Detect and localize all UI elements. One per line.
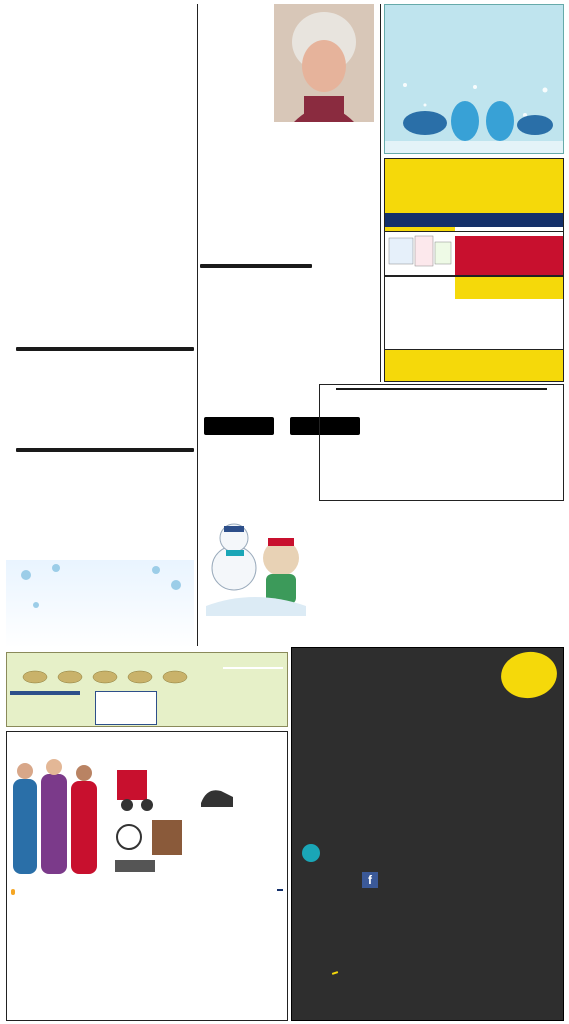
facebook-row[interactable]	[362, 872, 382, 888]
check-it-label	[498, 648, 553, 656]
scrubs-models-icon	[11, 759, 101, 874]
call-for-quotes	[385, 227, 455, 231]
jays-price-list	[223, 667, 283, 669]
blessings-heading	[16, 448, 194, 452]
shopper-topper-badge-1	[204, 417, 274, 435]
visa-badge	[277, 889, 283, 891]
blessings-article	[6, 462, 194, 558]
mastercard-badge	[11, 889, 15, 895]
printing-products-icon	[387, 234, 453, 268]
website-ad-header	[292, 648, 492, 654]
rings-icon	[15, 667, 215, 687]
printing-ad	[384, 158, 564, 382]
out-label	[498, 648, 553, 656]
printing-tagline-bar	[385, 213, 563, 227]
january-illustration	[6, 560, 194, 648]
facebook-icon: f	[362, 872, 378, 888]
january-art	[6, 560, 194, 648]
jays-left-note	[10, 691, 80, 695]
obituary-photo	[274, 4, 374, 122]
website-link-row[interactable]	[302, 844, 326, 862]
winter-mittens-art	[385, 75, 563, 154]
snowman-illustration	[196, 488, 312, 616]
competitive-prices	[455, 227, 563, 231]
obituary-text	[201, 124, 377, 260]
check-it-out-badge	[498, 648, 560, 701]
servicemaster-ad	[6, 731, 288, 1021]
beef-stew-recipe	[6, 12, 194, 342]
mobility-equipment-icon	[107, 765, 187, 875]
smith-office-supply-ad	[384, 4, 564, 154]
closet-article	[6, 361, 194, 446]
printing-contact-block	[455, 232, 563, 275]
printing-graphic-area	[385, 232, 455, 275]
website-ad	[291, 647, 564, 1021]
printing-headline-band	[385, 159, 563, 227]
closet-heading	[16, 347, 194, 351]
column-divider-left	[197, 4, 198, 646]
church-times	[336, 388, 547, 390]
news-note-logo	[332, 971, 338, 975]
new-horizons-church-ad	[319, 384, 564, 501]
grizzly-heading	[200, 264, 312, 268]
printing-footer	[385, 349, 563, 381]
jays-jewelry-ad	[6, 652, 288, 727]
globe-icon	[302, 844, 320, 862]
column-divider-right	[380, 4, 381, 382]
shoe-icon	[197, 775, 237, 815]
jays-logo-box	[95, 691, 157, 725]
obituary-text-top	[201, 4, 272, 124]
